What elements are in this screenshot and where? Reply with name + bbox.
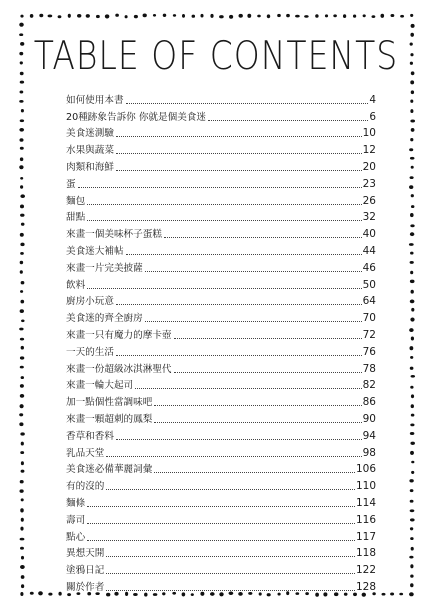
toc-entry-page-number: 20 [362,160,376,173]
toc-entry[interactable] [66,577,376,594]
toc-entry-page-number: 116 [355,513,376,526]
toc-entry-label: 來畫一片完美披薩 [66,262,143,274]
toc-entry-page-number: 114 [355,496,376,509]
toc-entry[interactable] [66,443,376,460]
toc-entry-page-number: 110 [355,480,376,493]
toc-entry[interactable] [66,174,376,191]
toc-entry-label: 來畫一輪大起司 [66,380,134,392]
toc-entry[interactable] [66,308,376,325]
toc-entry-page-number: 72 [362,328,376,341]
toc-entry-label: 乳品天堂 [66,447,105,459]
toc-entry[interactable] [66,376,376,393]
toc-entry-label: 來畫一只有魔力的摩卡壺 [66,329,172,341]
toc-entry-label: 水果與蔬菜 [66,145,114,157]
toc-entry-page-number: 23 [362,177,376,190]
toc-entry-page-number: 6 [369,110,376,123]
toc-dot-leader [106,573,355,574]
toc-entry-label: 甜點 [66,212,86,224]
toc-entry-label: 美食迷必備華麗詞彙 [66,464,153,476]
toc-entry-page-number: 10 [362,127,376,140]
toc-entry[interactable] [66,560,376,577]
toc-dot-leader [116,355,362,356]
toc-entry-label: 麵包 [66,195,86,207]
toc-entry[interactable] [66,359,376,376]
toc-entry[interactable] [66,409,376,426]
toc-dot-leader [126,103,369,104]
toc-entry-page-number: 94 [362,429,376,442]
toc-entry-label: 美食迷大補帖 [66,245,124,257]
toc-entry[interactable] [66,426,376,443]
toc-entry[interactable] [66,275,376,292]
toc-entry-label: 來畫一顆超刺的鳳梨 [66,413,153,425]
toc-dot-leader [116,136,362,137]
toc-dot-leader [116,304,362,305]
toc-dot-leader [154,405,361,406]
toc-entry-label: 美食迷的齊全廚房 [66,313,143,325]
toc-entry[interactable] [66,325,376,342]
toc-entry[interactable] [66,157,376,174]
table-of-contents-list [66,90,376,594]
toc-entry[interactable] [66,208,376,225]
toc-entry-label: 關於作者 [66,581,105,593]
toc-dot-leader [145,271,362,272]
toc-entry-page-number: 106 [355,463,376,476]
toc-dot-leader [78,187,362,188]
toc-dot-leader [87,523,355,524]
toc-entry-page-number: 50 [362,278,376,291]
toc-entry-page-number: 12 [362,144,376,157]
toc-dot-leader [106,456,361,457]
toc-entry-label: 壽司 [66,514,86,526]
toc-entry-label: 美食迷測驗 [66,128,114,140]
toc-entry-label: 20種跡象告訴你 你就是個美食迷 [66,111,206,123]
toc-entry-page-number: 26 [362,194,376,207]
toc-entry[interactable] [66,241,376,258]
toc-entry-label: 肉類和海鮮 [66,161,114,173]
toc-entry-label: 異想天開 [66,548,105,560]
toc-entry-page-number: 82 [362,379,376,392]
toc-entry[interactable] [66,191,376,208]
toc-entry-page-number: 98 [362,446,376,459]
toc-entry[interactable] [66,510,376,527]
toc-entry-label: 點心 [66,531,86,543]
toc-entry-label: 一天的生活 [66,346,114,358]
toc-entry-page-number: 117 [355,530,376,543]
toc-dot-leader [87,204,361,205]
toc-dot-leader [174,372,362,373]
page-title: TABLE OF CONTENTS [33,32,399,79]
toc-dot-leader [87,288,361,289]
toc-entry[interactable] [66,258,376,275]
toc-entry[interactable] [66,140,376,157]
toc-dot-leader [87,506,355,507]
toc-entry-label: 蛋 [66,178,76,190]
toc-dot-leader [145,321,362,322]
toc-dot-leader [116,170,362,171]
toc-entry-page-number: 70 [362,312,376,325]
toc-entry-page-number: 118 [355,547,376,560]
toc-entry-page-number: 32 [362,211,376,224]
toc-entry-label: 來畫一個美味杯子蛋糕 [66,229,162,241]
toc-entry[interactable] [66,544,376,561]
toc-entry-page-number: 64 [362,295,376,308]
toc-dot-leader [174,338,362,339]
toc-entry-label: 來畫一份超級冰淇淋聖代 [66,363,172,375]
toc-dot-leader [164,237,362,238]
toc-entry-page-number: 40 [362,228,376,241]
toc-entry[interactable] [66,493,376,510]
toc-entry-label: 如何使用本書 [66,94,124,106]
toc-dot-leader [126,254,362,255]
toc-entry-label: 香草和香料 [66,430,114,442]
toc-dot-leader [154,472,355,473]
toc-entry-label: 飲料 [66,279,86,291]
toc-entry-page-number: 4 [369,93,376,106]
toc-dot-leader [116,439,362,440]
toc-dot-leader [208,120,368,121]
toc-entry-label: 麵條 [66,497,86,509]
toc-dot-leader [135,388,361,389]
toc-entry[interactable] [66,107,376,124]
toc-entry-page-number: 90 [362,412,376,425]
toc-dot-leader [106,590,355,591]
toc-entry-label: 加一點個性當調味吧 [66,397,153,409]
toc-entry-page-number: 78 [362,362,376,375]
toc-dot-leader [154,422,361,423]
toc-entry[interactable] [66,476,376,493]
toc-dot-leader [106,556,355,557]
toc-entry[interactable] [66,460,376,477]
toc-entry[interactable] [66,527,376,544]
toc-entry[interactable] [66,124,376,141]
toc-entry[interactable] [66,224,376,241]
toc-dot-leader [87,220,361,221]
toc-entry[interactable] [66,292,376,309]
toc-entry-page-number: 44 [362,244,376,257]
toc-entry-page-number: 46 [362,261,376,274]
toc-entry-page-number: 86 [362,396,376,409]
toc-entry-page-number: 76 [362,345,376,358]
toc-entry[interactable] [66,342,376,359]
toc-dot-leader [106,489,355,490]
toc-entry-label: 廚房小玩意 [66,296,114,308]
toc-entry-page-number: 122 [355,564,376,577]
toc-entry-page-number: 128 [355,580,376,593]
toc-entry[interactable] [66,90,376,107]
toc-entry-label: 有的沒的 [66,481,105,493]
toc-entry[interactable] [66,392,376,409]
toc-dot-leader [116,153,362,154]
toc-entry-label: 塗鴉日記 [66,565,105,577]
toc-dot-leader [87,540,355,541]
